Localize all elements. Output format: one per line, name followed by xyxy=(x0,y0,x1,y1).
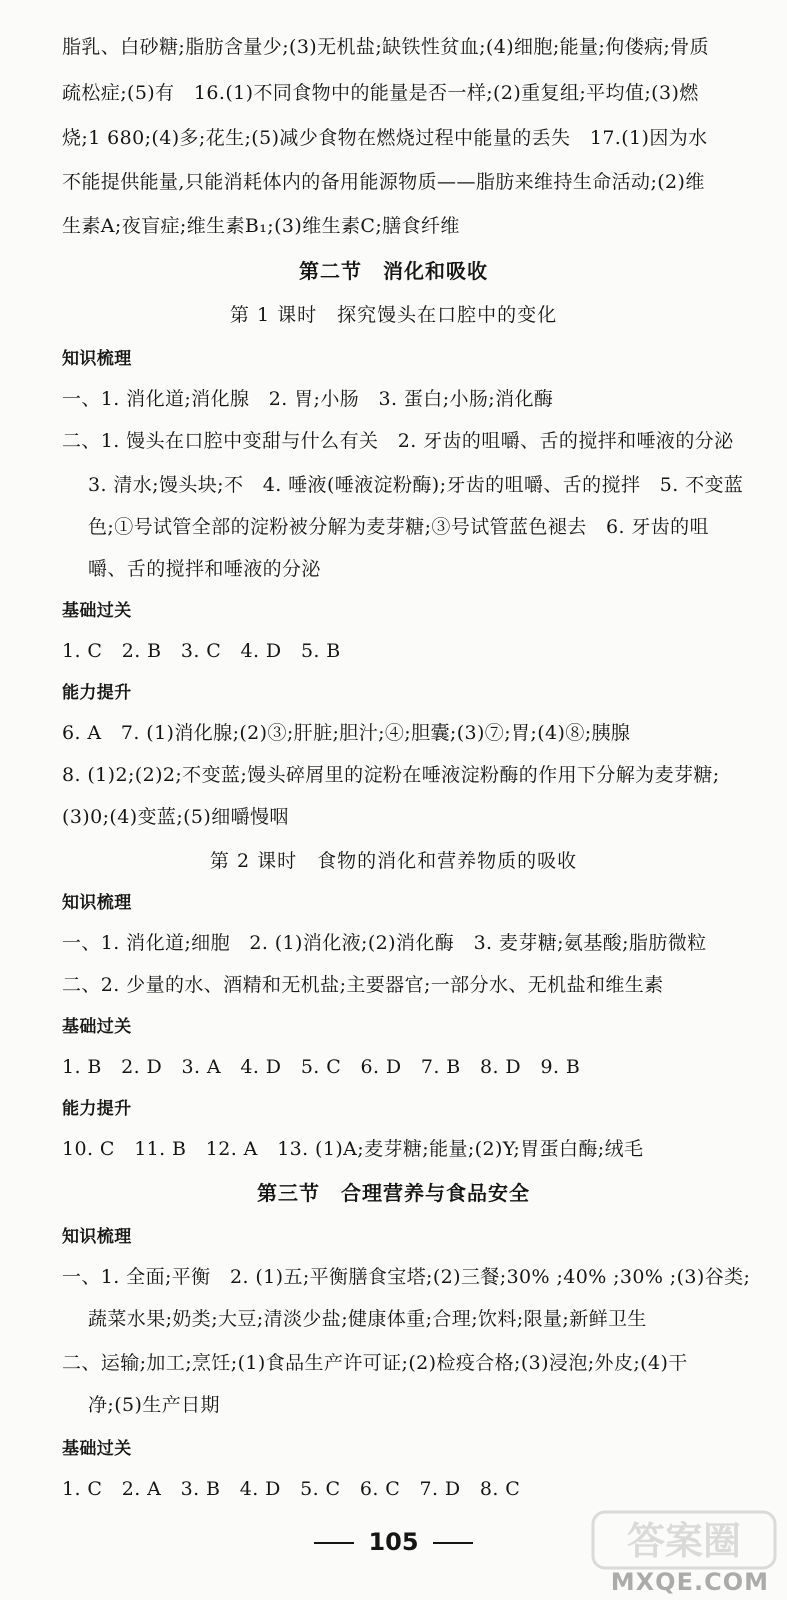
text-line: 嚼、舌的搅拌和唾液的分泌 xyxy=(88,558,321,580)
watermark-text: 答案圈 xyxy=(626,1519,742,1563)
text-line: 一、1. 消化道;消化腺 2. 胃;小肠 3. 蛋白;小肠;消化酶 xyxy=(62,388,554,410)
text-line: 二、1. 馒头在口腔中变甜与什么有关 2. 牙齿的咀嚼、舌的搅拌和唾液的分泌 xyxy=(62,430,734,452)
text-line: 二、运输;加工;烹饪;(1)食品生产许可证;(2)检疫合格;(3)浸泡;外皮;(4)干 xyxy=(62,1352,688,1374)
basic-answers: 1. C 2. B 3. C 4. D 5. B xyxy=(62,640,341,662)
subheading-knowledge: 知识梳理 xyxy=(62,349,132,369)
page-number-text: 105 xyxy=(368,1528,419,1556)
basic-answers: 1. B 2. D 3. A 4. D 5. C 6. D 7. B 8. D 9. B xyxy=(62,1056,581,1078)
subheading-basic: 基础过关 xyxy=(62,1017,132,1037)
section-title: 第三节 合理营养与食品安全 xyxy=(257,1181,530,1205)
text-line: 色;①号试管全部的淀粉被分解为麦芽糖;③号试管蓝色褪去 6. 牙齿的咀 xyxy=(88,516,709,538)
basic-answers: 1. C 2. A 3. B 4. D 5. C 6. C 7. D 8. C xyxy=(62,1478,521,1500)
text-line: 二、2. 少量的水、酒精和无机盐;主要器官;一部分水、无机盐和维生素 xyxy=(62,974,664,996)
ability-answers: 10. C 11. B 12. A 13. (1)A;麦芽糖;能量;(2)Y;胃蛋白酶;绒毛 xyxy=(62,1138,644,1160)
text-line: 一、1. 消化道;细胞 2. (1)消化液;(2)消化酶 3. 麦芽糖;氨基酸;脂肪微粒 xyxy=(62,932,707,954)
lesson-title: 第 1 课时 探究馒头在口腔中的变化 xyxy=(229,304,558,326)
subheading-ability: 能力提升 xyxy=(62,1099,132,1119)
text-line: 3. 清水;馒头块;不 4. 唾液(唾液淀粉酶);牙齿的咀嚼、舌的搅拌 5. 不变蓝 xyxy=(88,474,744,496)
text-line: (3)0;(4)变蓝;(5)细嚼慢咽 xyxy=(62,806,289,828)
subheading-basic: 基础过关 xyxy=(62,1439,132,1459)
text-line: 净;(5)生产日期 xyxy=(88,1394,220,1416)
subheading-ability: 能力提升 xyxy=(62,683,132,703)
text-line: 疏松症;(5)有 16.(1)不同食物中的能量是否一样;(2)重复组;平均值;(3)燃 xyxy=(62,82,699,104)
dash-left xyxy=(314,1542,354,1544)
subheading-knowledge: 知识梳理 xyxy=(62,1227,132,1247)
text-line: 生素A;夜盲症;维生素B₁;(3)维生素C;膳食纤维 xyxy=(62,215,460,237)
text-line: 一、1. 全面;平衡 2. (1)五;平衡膳食宝塔;(2)三餐;30% ;40% ;30% ;(3)谷类; xyxy=(62,1266,751,1288)
section-title: 第二节 消化和吸收 xyxy=(299,259,488,283)
subheading-knowledge: 知识梳理 xyxy=(62,893,132,913)
text-line: 6. A 7. (1)消化腺;(2)③;肝脏;胆汁;④;胆囊;(3)⑦;胃;(4)⑧;胰腺 xyxy=(62,722,631,744)
text-line: 不能提供能量,只能消耗体内的备用能源物质——脂肪来维持生命活动;(2)维 xyxy=(62,171,705,193)
text-line: 8. (1)2;(2)2;不变蓝;馒头碎屑里的淀粉在唾液淀粉酶的作用下分解为麦芽糖; xyxy=(62,764,720,786)
text-line: 烧;1 680;(4)多;花生;(5)减少食物在燃烧过程中能量的丢失 17.(1)因为水 xyxy=(62,127,708,149)
text-line: 蔬菜水果;奶类;大豆;清淡少盐;健康体重;合理;饮料;限量;新鲜卫生 xyxy=(88,1308,647,1330)
watermark-url: MXQE.COM xyxy=(610,1568,769,1596)
lesson-title: 第 2 课时 食物的消化和营养物质的吸收 xyxy=(209,850,578,872)
text-line: 脂乳、白砂糖;脂肪含量少;(3)无机盐;缺铁性贫血;(4)细胞;能量;佝偻病;骨质 xyxy=(62,36,710,58)
dash-right xyxy=(433,1542,473,1544)
subheading-basic: 基础过关 xyxy=(62,601,132,621)
